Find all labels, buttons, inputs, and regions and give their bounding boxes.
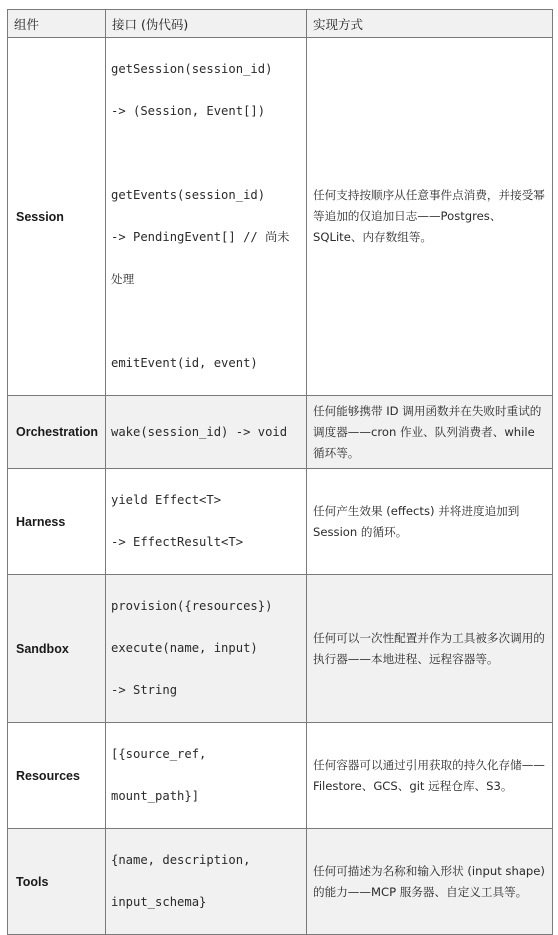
component-cell: Orchestration [8, 396, 106, 469]
interface-line: input_schema} [111, 895, 207, 909]
table-row-orchestration [8, 396, 553, 469]
interface-line: [{source_ref, [111, 747, 207, 761]
component-cell: Sandbox [8, 575, 106, 723]
implementation-cell: 任何可以一次性配置并作为工具被多次调用的执行器——本地进程、远程容器等。 [307, 575, 553, 723]
components-table [7, 9, 553, 935]
table-row-harness [8, 469, 553, 575]
interface-line: emitEvent(id, event) [111, 356, 258, 370]
table-row-session [8, 38, 553, 396]
interface-cell [106, 723, 307, 829]
header-component: 组件 [8, 10, 106, 38]
component-cell: Session [8, 38, 106, 396]
interface-line: -> String [111, 683, 178, 697]
component-cell: Harness [8, 469, 106, 575]
interface-cell [106, 829, 307, 935]
table-row-resources [8, 723, 553, 829]
interface-line: -> PendingEvent[] // 尚未 [111, 230, 290, 244]
table-row-tools [8, 829, 553, 935]
table-row-sandbox [8, 575, 553, 723]
implementation-cell: 任何支持按顺序从任意事件点消费，并接受幂等追加的仅追加日志——Postgres、SQLite、内存数组等。 [307, 38, 553, 396]
interface-line: -> (Session, Event[]) [111, 104, 266, 118]
interface-cell [106, 38, 307, 396]
interface-line: {name, description, [111, 853, 251, 867]
interface-cell [106, 575, 307, 723]
implementation-cell: 任何容器可以通过引用获取的持久化存储——Filestore、GCS、git 远程仓库、S3。 [307, 723, 553, 829]
interface-line: yield Effect<T> [111, 493, 222, 507]
interface-line: getSession(session_id) [111, 62, 273, 76]
interface-cell [106, 469, 307, 575]
components-table-container [7, 9, 552, 909]
implementation-cell: 任何可描述为名称和输入形状 (input shape) 的能力——MCP 服务器、自定义工具等。 [307, 829, 553, 935]
table-header-row [8, 10, 553, 38]
interface-line: wake(session_id) -> void [111, 424, 288, 439]
interface-line: provision({resources}) [111, 599, 273, 613]
component-cell: Tools [8, 829, 106, 935]
interface-cell [106, 396, 307, 469]
interface-line: mount_path}] [111, 789, 200, 803]
component-cell: Resources [8, 723, 106, 829]
implementation-cell: 任何能够携带 ID 调用函数并在失败时重试的调度器——cron 作业、队列消费者、while 循环等。 [307, 396, 553, 469]
interface-line: 处理 [111, 272, 135, 286]
header-interface: 接口 (伪代码) [106, 10, 307, 38]
header-implementation: 实现方式 [307, 10, 553, 38]
interface-line: -> EffectResult<T> [111, 535, 244, 549]
implementation-cell: 任何产生效果 (effects) 并将进度追加到 Session 的循环。 [307, 469, 553, 575]
interface-line: execute(name, input) [111, 641, 258, 655]
interface-line: getEvents(session_id) [111, 188, 266, 202]
